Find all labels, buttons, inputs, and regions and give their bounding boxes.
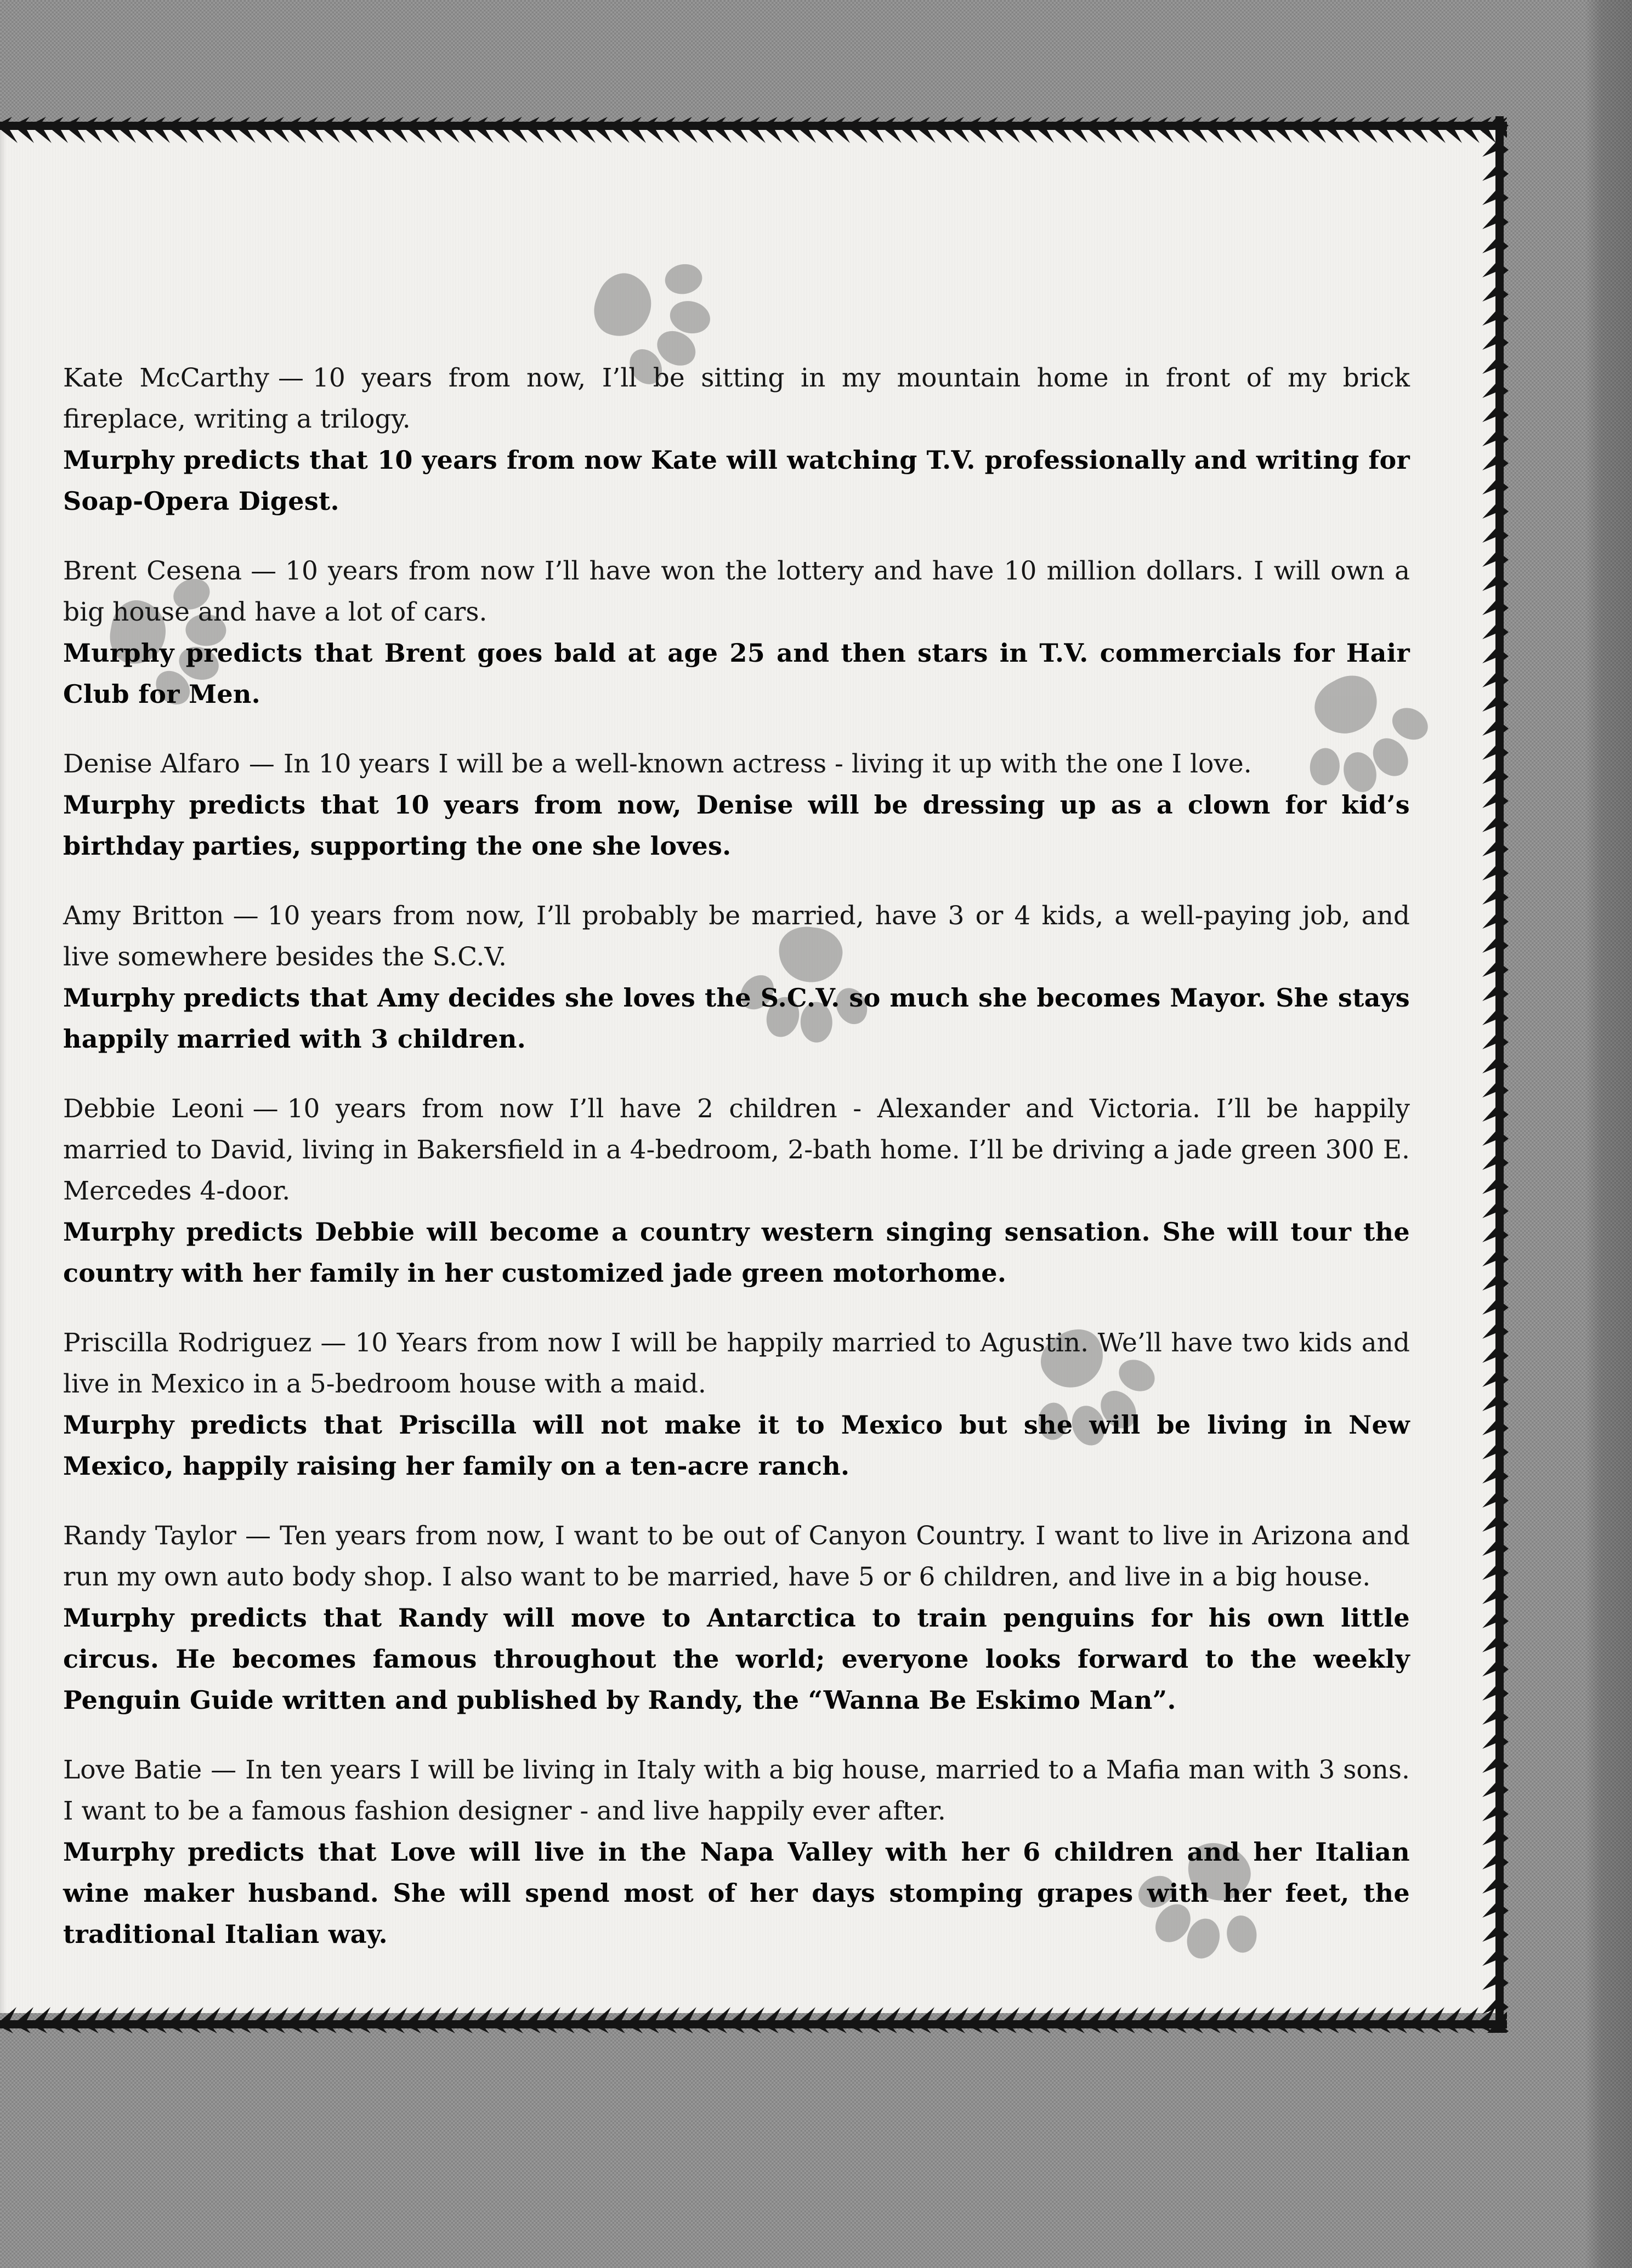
murphy-prediction: Murphy predicts that 10 years from now Kate will watching T.V. professionally and writing for Soap-Opera Digest. <box>63 445 1410 516</box>
yearbook-entry <box>63 743 1410 867</box>
murphy-prediction: Murphy predicts Debbie will become a country western singing sensation. She will tour the country with her family in her customized jade green motorhome. <box>63 1217 1410 1288</box>
murphy-prediction: Murphy predicts that Brent goes bald at age 25 and then stars in T.V. commercials for Hair Club for Men. <box>63 638 1410 709</box>
yearbook-entry <box>63 1088 1410 1294</box>
student-quote: 10 years from now, I’ll be sitting in my mountain home in front of my brick fireplace, writing a trilogy. <box>63 363 1410 434</box>
student-name: Kate McCarthy <box>63 363 269 393</box>
murphy-prediction: Murphy predicts that Amy decides she loves the S.C.V. so much she becomes Mayor. She stays happily married with 3 children. <box>63 983 1410 1054</box>
em-dash: — <box>251 556 277 586</box>
paper-left-edge <box>0 127 7 2013</box>
student-quote-line <box>63 550 1410 633</box>
student-name: Priscilla Rodriguez <box>63 1328 312 1358</box>
student-name: Amy Britton <box>63 901 224 931</box>
student-quote: In 10 years I will be a well-known actress - living it up with the one I love. <box>283 749 1252 779</box>
student-quote-line <box>63 1749 1410 1832</box>
em-dash: — <box>211 1755 237 1785</box>
yearbook-entry <box>63 895 1410 1060</box>
student-quote: In ten years I will be living in Italy with a big house, married to a Mafia man with 3 sons. I want to be a famous fashion designer - and live happily ever after. <box>63 1755 1410 1826</box>
em-dash: — <box>248 749 275 779</box>
em-dash: — <box>277 363 304 393</box>
zigzag-border-bottom <box>0 2005 1507 2034</box>
student-name: Brent Cesena <box>63 556 242 586</box>
murphy-prediction: Murphy predicts that Randy will move to Antarctica to train penguins for his own little circus. He becomes famous throughout the world; everyone looks forward to the weekly Penguin Guide written and published by Randy, the “Wanna Be Eskimo Man”. <box>63 1603 1410 1715</box>
murphy-prediction: Murphy predicts that Love will live in the Napa Valley with her 6 children and her Italian wine maker husband. She will spend most of her days stomping grapes with her feet, the traditional Italian way. <box>63 1837 1410 1949</box>
murphy-prediction: Murphy predicts that Priscilla will not make it to Mexico but she will be living in New Mexico, happily raising her family on a ten-acre ranch. <box>63 1410 1410 1481</box>
page-edge-shadow <box>1585 0 1632 2268</box>
yearbook-entry <box>63 1515 1410 1721</box>
zigzag-border-top <box>0 116 1507 145</box>
entries-list <box>63 357 1410 1983</box>
em-dash: — <box>320 1328 347 1358</box>
yearbook-entry <box>63 357 1410 522</box>
student-name: Love Batie <box>63 1755 202 1785</box>
student-quote-line <box>63 1322 1410 1405</box>
student-quote: 10 years from now I’ll have 2 children - Alexander and Victoria. I’ll be happily married to David, living in Bakersfield in a 4-bedroom, 2-bath home. I’ll be driving a jade green 300 E. Mercedes 4-door. <box>63 1094 1410 1206</box>
em-dash: — <box>233 901 259 931</box>
student-quote-line <box>63 1515 1410 1598</box>
student-quote-line <box>63 743 1410 785</box>
yearbook-entry <box>63 550 1410 715</box>
student-quote: 10 years from now I’ll have won the lottery and have 10 million dollars. I will own a big house and have a lot of cars. <box>63 556 1410 627</box>
zigzag-border-right <box>1481 116 1509 2033</box>
murphy-prediction: Murphy predicts that 10 years from now, Denise will be dressing up as a clown for kid’s birthday parties, supporting the one she loves. <box>63 790 1410 861</box>
student-quote-line <box>63 895 1410 977</box>
student-quote: Ten years from now, I want to be out of Canyon Country. I want to live in Arizona and run my own auto body shop. I also want to be married, have 5 or 6 children, and live in a big house. <box>63 1521 1410 1592</box>
em-dash: — <box>252 1094 279 1124</box>
student-name: Denise Alfaro <box>63 749 240 779</box>
em-dash: — <box>245 1521 271 1551</box>
yearbook-entry <box>63 1322 1410 1487</box>
student-name: Debbie Leoni <box>63 1094 244 1124</box>
student-quote-line <box>63 357 1410 440</box>
student-quote: 10 Years from now I will be happily married to Agustin. We’ll have two kids and live in Mexico in a 5-bedroom house with a maid. <box>63 1328 1410 1399</box>
student-quote-line <box>63 1088 1410 1212</box>
yearbook-entry <box>63 1749 1410 1955</box>
student-quote: 10 years from now, I’ll probably be married, have 3 or 4 kids, a well-paying job, and live somewhere besides the S.C.V. <box>63 901 1410 972</box>
student-name: Randy Taylor <box>63 1521 236 1551</box>
